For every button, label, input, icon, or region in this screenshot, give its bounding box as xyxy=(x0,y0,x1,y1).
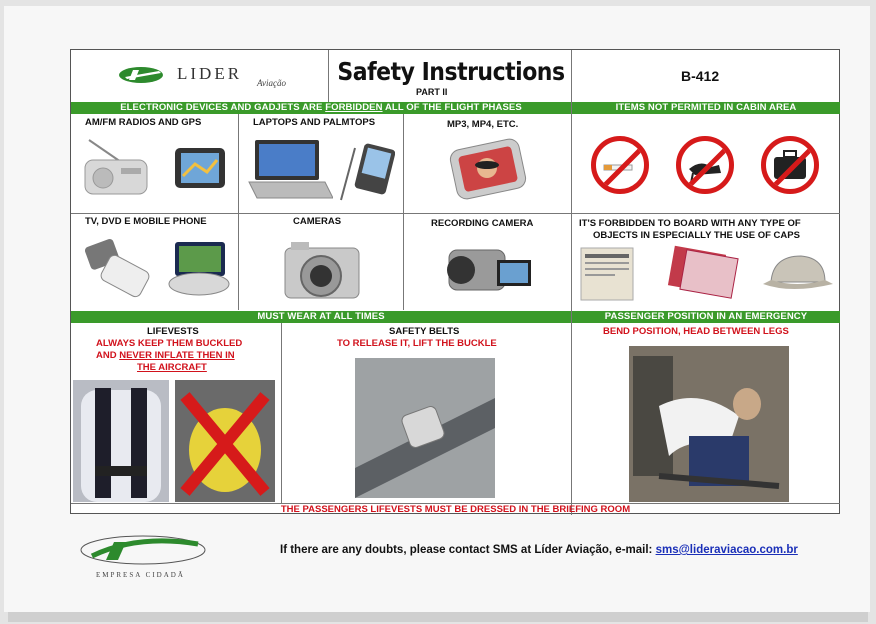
not-permitted-bar: ITEMS NOT PERMITED IN CABIN AREA xyxy=(572,102,840,114)
page-title: Safety Instructions xyxy=(337,58,565,87)
laptop-icon xyxy=(247,136,333,206)
brace-position-photo-icon xyxy=(629,346,789,502)
no-smoking-sign-icon xyxy=(591,136,649,194)
lifevest-briefing-note: THE PASSENGERS LIFEVESTS MUST BE DRESSED IN THE BRIEFING ROOM xyxy=(280,504,631,515)
lifevests-note-line1: ALWAYS KEEP THEM BUCKLED xyxy=(96,338,243,349)
header-divider-2 xyxy=(571,50,572,515)
radio-icon xyxy=(81,138,151,200)
header-logo xyxy=(119,60,299,94)
lifevests-note-line3: THE AIRCRAFT xyxy=(137,362,207,373)
part-label: PART II xyxy=(416,87,448,97)
grid-line xyxy=(403,114,404,310)
grid-line xyxy=(238,114,239,310)
portable-dvd-icon xyxy=(167,240,231,298)
sheet-edge xyxy=(8,612,868,622)
inflated-lifevest-crossed-icon xyxy=(175,380,275,502)
caption-tv-dvd-phone: TV, DVD E MOBILE PHONE xyxy=(85,216,207,227)
mobile-phone-icon xyxy=(83,238,153,298)
newspapers-icon xyxy=(577,242,641,304)
footer-email-link[interactable]: sms@lideraviacao.com.br xyxy=(655,544,798,556)
forbidden-objects-line1: IT'S FORBIDDEN TO BOARD WITH ANY TYPE OF xyxy=(579,218,801,229)
caption-radios-gps: AM/FM RADIOS AND GPS xyxy=(85,117,202,128)
caption-laptops: LAPTOPS AND PALMTOPS xyxy=(253,117,376,128)
footer-contact-text: If there are any doubts, please contact SMS at Líder Aviação, e-mail: xyxy=(280,544,656,556)
seatbelt-buckle-photo-icon xyxy=(355,358,495,498)
mp3-player-icon xyxy=(447,134,537,206)
footer-logo-caption: EMPRESA CIDADÃ xyxy=(96,571,185,579)
logo-text: LIDER xyxy=(177,64,243,83)
gps-icon xyxy=(173,146,228,194)
caption-recording-camera: RECORDING CAMERA xyxy=(431,218,534,229)
forbidden-objects-line2: OBJECTS IN ESPECIALLY THE USE OF CAPS xyxy=(593,230,800,241)
footer-contact xyxy=(280,544,798,556)
emergency-position-bar: PASSENGER POSITION IN AN EMERGENCY xyxy=(572,311,840,323)
safety-belts-note: TO RELEASE IT, LIFT THE BUCKLE xyxy=(337,338,497,349)
emergency-position-note: BEND POSITION, HEAD BETWEEN LEGS xyxy=(603,326,789,337)
electronic-devices-bar xyxy=(71,102,571,114)
header-divider xyxy=(328,50,329,102)
caption-mp3: MP3, MP4, ETC. xyxy=(447,119,519,130)
electronic-bar-prefix: ELECTRONIC DEVICES AND GADJETS ARE xyxy=(120,102,326,113)
electronic-bar-suffix: ALL OF THE FLIGHT PHASES xyxy=(382,102,522,113)
lifevests-note-line2 xyxy=(96,350,235,361)
logo-subtext: Aviação xyxy=(257,78,286,88)
no-high-heels-sign-icon xyxy=(676,136,734,194)
lifevests-title: LIFEVESTS xyxy=(147,326,199,337)
grid-line xyxy=(281,323,282,503)
palmtop-icon xyxy=(339,142,395,204)
lifevest-worn-photo-icon xyxy=(73,380,169,502)
cap-hat-icon xyxy=(761,250,835,298)
aircraft-code: B-412 xyxy=(681,68,720,84)
grid-line xyxy=(71,213,840,214)
no-suitcase-sign-icon xyxy=(761,136,819,194)
lider-footer-logo-icon xyxy=(78,530,208,570)
magazines-icon xyxy=(665,244,749,302)
electronic-bar-forbidden: FORBIDDEN xyxy=(325,102,383,113)
camcorder-icon xyxy=(443,236,533,306)
must-wear-bar: MUST WEAR AT ALL TIMES xyxy=(71,311,571,323)
caption-cameras: CAMERAS xyxy=(293,216,342,227)
digital-camera-icon xyxy=(281,234,363,306)
safety-card xyxy=(70,49,840,514)
lider-logo-icon xyxy=(119,64,167,86)
safety-belts-title: SAFETY BELTS xyxy=(389,326,460,337)
lifevests-note-never: NEVER INFLATE THEN IN xyxy=(119,350,235,361)
lifevests-note-and: AND xyxy=(96,350,120,361)
